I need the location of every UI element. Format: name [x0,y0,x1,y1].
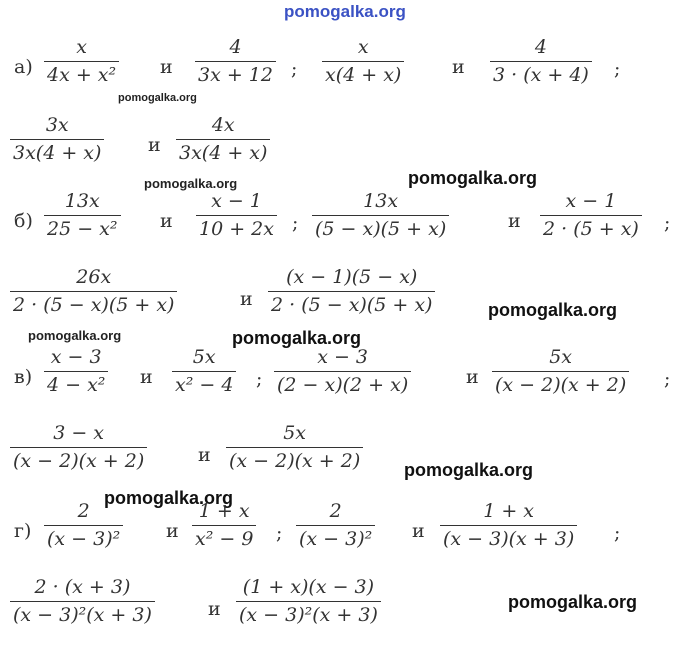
fraction-g-result2 [236,578,381,625]
numerator: 1 + x [483,500,535,522]
denominator: 3x(4 + x) [13,142,102,165]
denominator: (x − 3)²(x + 3) [239,604,378,627]
numerator: 26x [76,266,112,288]
denominator: (x − 2)(x + 2) [229,450,361,473]
numerator: 13x [363,190,399,212]
numerator: 2 [329,500,342,522]
watermark: pomogalka.org [104,488,234,508]
conjunction: и [160,210,173,232]
denominator: 10 + 2x [199,218,274,241]
fraction-a-result1 [10,116,104,163]
separator: ; [664,212,671,234]
label-v: в) [14,366,33,388]
fraction-g2 [192,502,256,549]
fraction-a3 [322,38,404,85]
numerator: 13x [64,190,100,212]
denominator: (x − 3)² [47,528,121,551]
numerator: x − 1 [565,190,617,212]
numerator: 2 [77,500,90,522]
fraction-v3 [274,348,411,395]
separator: ; [291,58,298,80]
denominator: 3 · (x + 4) [493,64,589,87]
conjunction: и [166,520,179,542]
separator: ; [614,522,621,544]
numerator: 4x [211,114,235,136]
watermark-top: pomogalka.org [284,2,406,21]
conjunction: и [148,134,161,156]
numerator: (x − 1)(5 − x) [286,266,418,288]
fraction-g-result1 [10,578,155,625]
denominator: 4 − x² [47,374,106,397]
numerator: x [76,36,87,58]
conjunction: и [452,56,465,78]
numerator: x − 3 [50,346,102,368]
conjunction: и [160,56,173,78]
numerator: 4 [229,36,242,58]
denominator: (x − 2)(x + 2) [495,374,627,397]
denominator: (x − 3)(x + 3) [443,528,575,551]
denominator: x² − 4 [175,374,234,397]
denominator: (x − 3)² [299,528,373,551]
label-a: а) [14,56,33,78]
conjunction: и [208,598,221,620]
label-g: г) [14,520,32,542]
separator: ; [292,212,299,234]
denominator: 2 · (5 − x)(5 + x) [271,294,433,317]
conjunction: и [412,520,425,542]
watermark: pomogalka.org [232,328,362,348]
numerator: 5x [192,346,216,368]
numerator: 5x [549,346,573,368]
denominator: 4x + x² [47,64,117,87]
fraction-g3 [296,502,375,549]
denominator: 3x(4 + x) [179,142,268,165]
fraction-b2 [196,192,277,239]
denominator: 25 − x² [47,218,118,241]
fraction-v4 [492,348,629,395]
numerator: 2 · (x + 3) [34,576,131,598]
numerator: 4 [534,36,547,58]
conjunction: и [240,288,253,310]
numerator: 3 − x [53,422,105,444]
denominator: (2 − x)(2 + x) [277,374,409,397]
fraction-b-result1 [10,268,177,315]
fraction-a1 [44,38,119,85]
watermark: pomogalka.org [144,176,238,191]
fraction-g1 [44,502,123,549]
conjunction: и [140,366,153,388]
numerator: 3x [45,114,69,136]
fraction-g4 [440,502,577,549]
fraction-v-result1 [10,424,147,471]
numerator: (1 + x)(x − 3) [242,576,375,598]
separator: ; [276,522,283,544]
denominator: 2 · (5 − x)(5 + x) [13,294,175,317]
fraction-a-result2 [176,116,270,163]
numerator: 5x [283,422,307,444]
watermark: pomogalka.org [28,328,122,343]
separator: ; [614,58,621,80]
denominator: x(4 + x) [325,64,402,87]
fraction-b4 [540,192,642,239]
conjunction: и [198,444,211,466]
conjunction: и [466,366,479,388]
denominator: 2 · (5 + x) [543,218,639,241]
numerator: x − 3 [317,346,369,368]
watermark: pomogalka.org [488,300,618,320]
fraction-v2 [172,348,236,395]
numerator: x − 1 [211,190,262,212]
fraction-a2 [195,38,276,85]
watermark: pomogalka.org [118,92,197,104]
denominator: (x − 2)(x + 2) [13,450,145,473]
separator: ; [664,368,671,390]
denominator: (5 − x)(5 + x) [315,218,447,241]
numerator: 1 + x [198,500,250,522]
denominator: (x − 3)²(x + 3) [13,604,152,627]
label-b: б) [14,210,33,232]
watermark: pomogalka.org [408,168,538,188]
numerator: x [357,36,369,58]
separator: ; [256,368,263,390]
watermark: pomogalka.org [404,460,534,480]
fraction-b3 [312,192,449,239]
denominator: 3x + 12 [198,64,273,87]
fraction-v1 [44,348,108,395]
fraction-v-result2 [226,424,363,471]
denominator: x² − 9 [195,528,254,551]
fraction-b-result2 [268,268,435,315]
conjunction: и [508,210,521,232]
fraction-b1 [44,192,121,239]
fraction-a4 [490,38,592,85]
watermark: pomogalka.org [508,592,638,612]
